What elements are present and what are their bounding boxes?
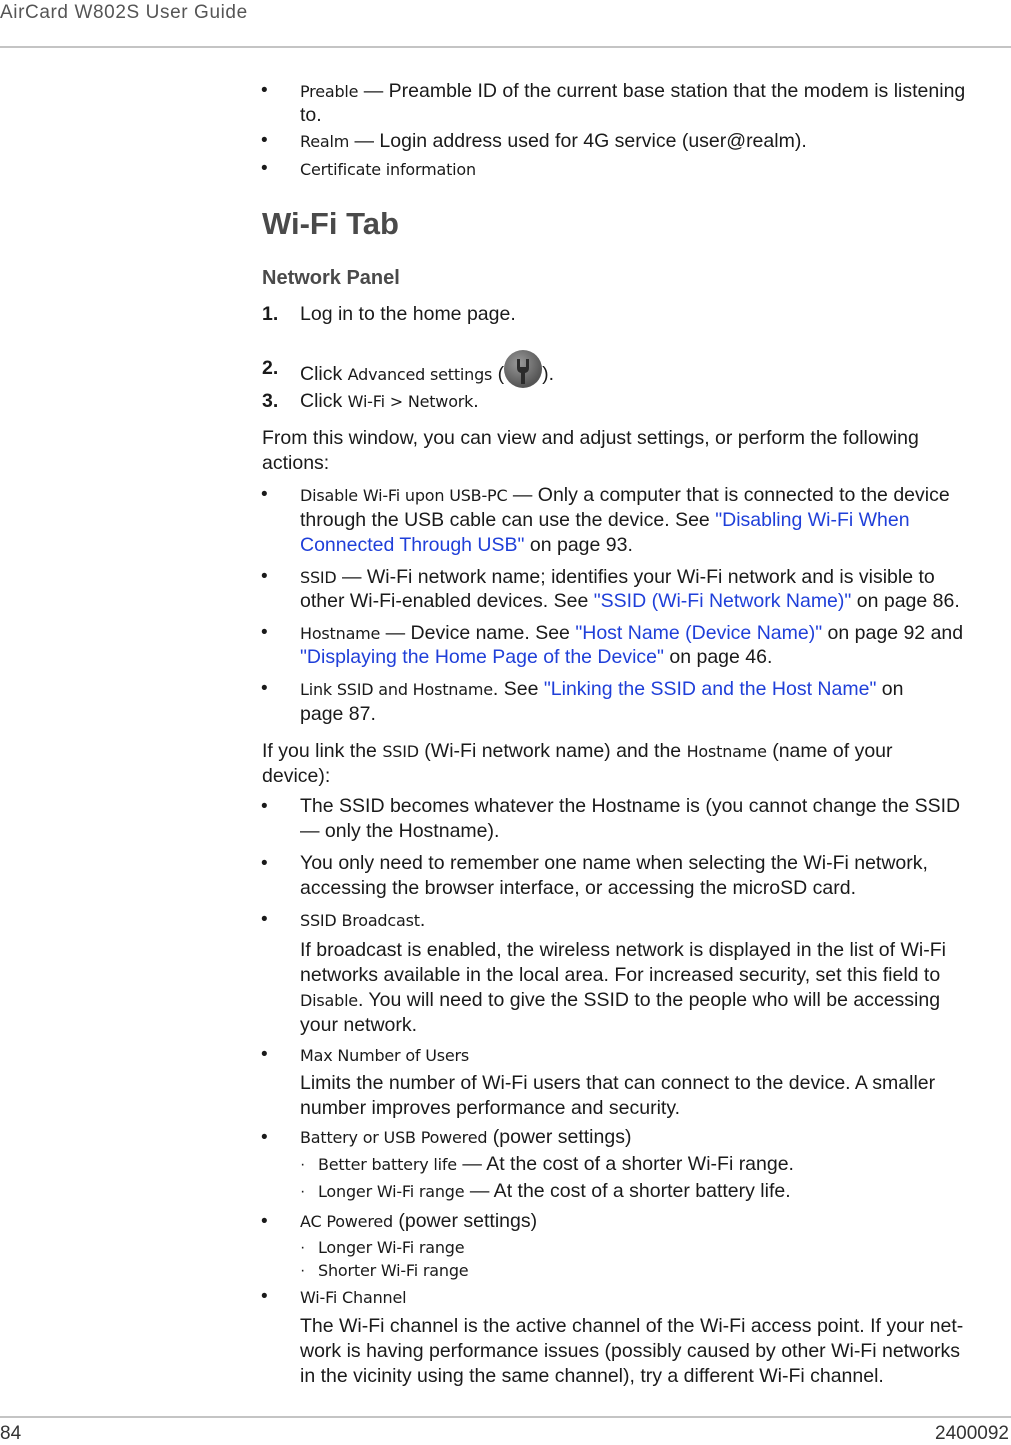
sub-bullet-marker: · — [300, 1183, 306, 1200]
link-ssid-page: page 87. — [300, 703, 376, 725]
step-1-text: Log in to the home page. — [300, 303, 516, 325]
ssid-broadcast-dot: . — [419, 909, 426, 931]
intro-line-2: actions: — [262, 452, 330, 474]
ssid-broadcast-line-3 — [300, 988, 940, 1013]
ssid-broadcast-line-4: your network. — [300, 1014, 418, 1036]
action-disable-wifi-line-3 — [300, 533, 633, 558]
term-advanced-settings: Advanced settings — [347, 365, 493, 385]
link-ssid-text: . See — [492, 678, 544, 700]
ssid-broadcast-line-3-text: . You will need to give the SSID to the people who will be accessing — [357, 989, 941, 1011]
sub-bullet-marker: · — [300, 1156, 306, 1173]
link-bullet-1-line-1: The SSID becomes whatever the Hostname is (you cannot change the SSID — [300, 795, 961, 817]
intro-line-1: From this window, you can view and adjust settings, or perform the following — [262, 427, 919, 449]
term-disable-wifi: Disable Wi-Fi upon USB-PC — [300, 486, 508, 505]
action-disable-wifi-line-2 — [300, 508, 910, 533]
link-para-pre: If you link the — [262, 740, 383, 762]
hostname-page: on page 46. — [663, 646, 773, 668]
step-3 — [300, 389, 479, 414]
disable-wifi-text-2: through the USB cable can use the device. See — [300, 509, 716, 531]
bullet-marker: • — [261, 80, 268, 101]
channel-line-1: The Wi-Fi channel is the active channel of the Wi-Fi access point. If your net- — [300, 1315, 964, 1337]
ac-heading — [300, 1209, 537, 1234]
footer-rule — [0, 1416, 1011, 1418]
step-3-pre: Click — [300, 390, 348, 412]
action-hostname-line-2 — [300, 645, 772, 670]
battery-option-1-text: — At the cost of a shorter Wi-Fi range. — [456, 1153, 794, 1175]
step-2-close: ). — [542, 363, 555, 386]
term-ssid-broadcast: SSID Broadcast — [300, 911, 420, 930]
battery-option-2 — [318, 1179, 791, 1204]
action-link-ssid — [300, 677, 903, 702]
step-2-pre: Click — [300, 363, 348, 386]
term-disable: Disable — [300, 991, 358, 1010]
ssid-broadcast-line-1: If broadcast is enabled, the wireless network is displayed in the list of Wi-Fi — [300, 939, 946, 961]
ssid-broadcast-line-2: networks available in the local area. For increased security, set this field to — [300, 964, 941, 986]
section-title: Wi-Fi Tab — [262, 206, 399, 241]
battery-heading — [300, 1125, 631, 1150]
link-disabling-wifi[interactable]: "Disabling Wi-Fi When — [715, 509, 910, 531]
term-wifi-channel: Wi-Fi Channel — [300, 1288, 407, 1307]
link-bullet-2-line-2: accessing the browser interface, or accessing the microSD card. — [300, 877, 856, 899]
ssid-text-2: other Wi-Fi-enabled devices. See — [300, 590, 594, 612]
page-number: 84 — [0, 1423, 22, 1444]
term-preable: Preable — [300, 82, 359, 101]
ssid-page: on page 86. — [851, 590, 960, 612]
channel-line-3: in the vicinity using the same channel), try a different Wi-Fi channel. — [300, 1365, 884, 1387]
term-wifi-network: Wi-Fi > Network — [347, 392, 474, 411]
disable-wifi-text: — Only a computer that is connected to the device — [507, 484, 950, 506]
link-bullet-1-line-2: — only the Hostname). — [300, 820, 500, 842]
hostname-mid: on page 92 and — [822, 622, 964, 644]
term-ssid: SSID — [300, 568, 337, 587]
disable-wifi-page: on page 93. — [524, 534, 633, 556]
link-disabling-wifi-cont[interactable]: Connected Through USB" — [300, 534, 525, 556]
link-ssid-on: on — [876, 678, 904, 700]
ac-note: (power settings) — [392, 1210, 538, 1232]
bullet-preable-cont: to. — [300, 104, 322, 126]
battery-note: (power settings) — [487, 1126, 632, 1148]
term-ac-powered: AC Powered — [300, 1212, 393, 1231]
bullet-marker: • — [261, 909, 268, 930]
bullet-marker: • — [261, 566, 268, 587]
bullet-marker: • — [261, 678, 268, 699]
max-users-line-2: number improves performance and security. — [300, 1097, 681, 1119]
step-number: 1. — [262, 303, 279, 325]
sub-bullet-marker: · — [300, 1239, 306, 1256]
bullet-marker: • — [261, 853, 268, 874]
action-ssid — [300, 565, 935, 590]
step-number: 3. — [262, 390, 279, 412]
action-ssid-line-2 — [300, 589, 960, 614]
bullet-marker: • — [261, 1211, 268, 1232]
term-realm: Realm — [300, 132, 350, 151]
step-3-post: . — [473, 390, 479, 412]
bullet-preable-text: — Preamble ID of the current base station that the modem is listening — [358, 80, 966, 102]
bullet-marker: • — [261, 1127, 268, 1148]
link-bullet-2-line-1: You only need to remember one name when selecting the Wi-Fi network, — [300, 852, 928, 874]
link-ssid-network-name[interactable]: "SSID (Wi-Fi Network Name)" — [593, 590, 852, 612]
term-longer-range: Longer Wi-Fi range — [318, 1182, 465, 1201]
battery-option-2-text: — At the cost of a shorter battery life. — [464, 1180, 791, 1202]
link-para-mid: (Wi-Fi network name) and the — [418, 740, 687, 762]
link-para-line-2: device): — [262, 765, 331, 787]
link-displaying-home-page[interactable]: "Displaying the Home Page of the Device" — [300, 646, 664, 668]
hostname-text: — Device name. See — [380, 622, 576, 644]
header-rule — [0, 46, 1011, 48]
bullet-marker: • — [261, 1044, 268, 1065]
document-number: 2400092 — [935, 1423, 1009, 1444]
bullet-preable — [300, 79, 965, 104]
term-max-users: Max Number of Users — [300, 1046, 470, 1065]
action-disable-wifi — [300, 483, 950, 508]
bullet-marker: • — [261, 796, 268, 817]
term-ssid-inline: SSID — [382, 742, 419, 761]
battery-option-1 — [318, 1152, 794, 1177]
panel-title: Network Panel — [262, 267, 400, 289]
term-battery-usb: Battery or USB Powered — [300, 1128, 488, 1147]
ac-option-shorter: Shorter Wi-Fi range — [318, 1261, 469, 1280]
term-hostname: Hostname — [300, 624, 381, 643]
step-number: 2. — [262, 357, 279, 379]
term-certificate-info: Certificate information — [300, 160, 476, 179]
link-para-post: (name of your — [766, 740, 893, 762]
bullet-marker: • — [261, 484, 268, 505]
bullet-realm — [300, 129, 807, 154]
link-linking-ssid[interactable]: "Linking the SSID and the Host Name" — [543, 678, 877, 700]
running-header: AirCard W802S User Guide — [0, 2, 248, 23]
action-hostname — [300, 621, 963, 646]
sub-bullet-marker: · — [300, 1262, 306, 1279]
link-host-name[interactable]: "Host Name (Device Name)" — [575, 622, 823, 644]
term-better-battery: Better battery life — [318, 1155, 457, 1174]
step-2-open: ( — [492, 363, 505, 386]
bullet-marker: • — [261, 158, 268, 179]
term-link-ssid-hostname: Link SSID and Hostname — [300, 680, 493, 699]
bullet-realm-text: — Login address used for 4G service (user@realm). — [349, 130, 807, 152]
ssid-broadcast-heading — [300, 908, 425, 933]
wrench-icon — [504, 350, 542, 388]
bullet-marker: • — [261, 1286, 268, 1307]
term-hostname-inline: Hostname — [686, 742, 767, 761]
channel-line-2: work is having performance issues (possibly caused by other Wi-Fi networks — [300, 1340, 961, 1362]
bullet-marker: • — [261, 622, 268, 643]
ac-option-longer: Longer Wi-Fi range — [318, 1238, 465, 1257]
max-users-line-1: Limits the number of Wi-Fi users that can connect to the device. A smaller — [300, 1072, 936, 1094]
ssid-text: — Wi-Fi network name; identifies your Wi-Fi network and is visible to — [336, 566, 935, 588]
link-para-line-1 — [262, 739, 893, 764]
bullet-marker: • — [261, 130, 268, 151]
